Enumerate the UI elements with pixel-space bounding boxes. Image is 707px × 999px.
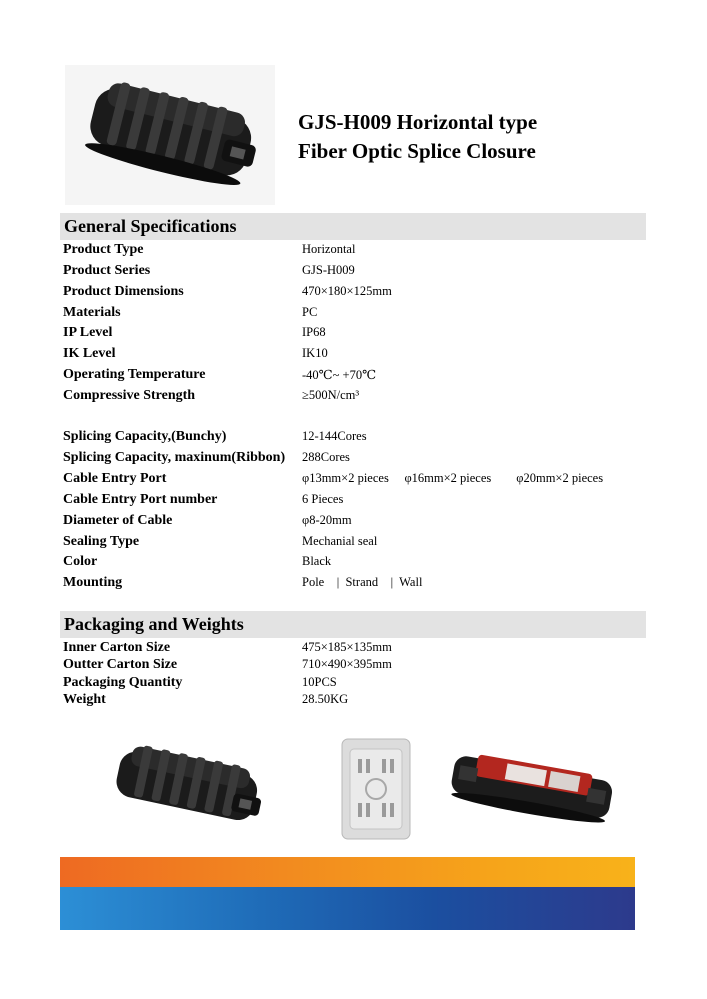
packaging-label: Inner Carton Size xyxy=(63,640,171,655)
spec-value: Pole | Strand | Wall xyxy=(302,575,423,589)
packaging-value: 10PCS xyxy=(302,675,337,689)
packaging-row xyxy=(63,692,643,712)
spec-label: Color xyxy=(63,554,98,569)
packaging-value: 28.50KG xyxy=(302,692,349,706)
spec-row xyxy=(63,305,643,325)
spec-value: IP68 xyxy=(302,325,326,339)
spec-row xyxy=(63,325,643,345)
spec-row xyxy=(63,284,643,304)
spec-label: Materials xyxy=(63,305,121,320)
spec-value: -40℃~ +70℃ xyxy=(302,368,377,382)
spec-label: IP Level xyxy=(63,325,113,340)
spec-value: Black xyxy=(302,554,332,568)
spec-row xyxy=(63,554,643,574)
spec-value: IK10 xyxy=(302,346,328,360)
splice-tray-photo xyxy=(338,735,414,843)
product-photo-closed xyxy=(105,735,270,835)
packaging-label: Weight xyxy=(63,692,106,707)
spec-value: ≥500N/cm³ xyxy=(302,388,360,402)
spec-label: Diameter of Cable xyxy=(63,513,173,528)
document-title xyxy=(298,108,537,166)
spec-label: Splicing Capacity, maxinum(Ribbon) xyxy=(63,450,286,465)
title-line-2: Fiber Optic Splice Closure xyxy=(298,139,536,163)
spec-row xyxy=(63,263,643,283)
spec-label: Operating Temperature xyxy=(63,367,206,382)
spec-value: φ8-20mm xyxy=(302,513,352,527)
spec-row xyxy=(63,513,643,533)
spec-value: Horizontal xyxy=(302,242,356,256)
spec-label: Product Dimensions xyxy=(63,284,184,299)
spec-label: Cable Entry Port xyxy=(63,471,167,486)
spec-row xyxy=(63,492,643,512)
spec-label: IK Level xyxy=(63,346,116,361)
spec-row xyxy=(63,346,643,366)
packaging-value: 710×490×395mm xyxy=(302,657,392,671)
spec-row xyxy=(63,575,643,595)
product-photo-open xyxy=(444,742,620,830)
spec-row xyxy=(63,429,643,449)
spec-label: Product Series xyxy=(63,263,151,278)
spec-row xyxy=(63,471,643,491)
packaging-row xyxy=(63,657,643,677)
spec-value: 288Cores xyxy=(302,450,350,464)
spec-label: Sealing Type xyxy=(63,534,140,549)
spec-row xyxy=(63,450,643,470)
spec-label: Splicing Capacity,(Bunchy) xyxy=(63,429,227,444)
spec-row xyxy=(63,242,643,262)
packaging-label: Outter Carton Size xyxy=(63,657,178,672)
spec-label: Product Type xyxy=(63,242,144,257)
general-specs-heading: General Specifications xyxy=(64,216,237,236)
spec-value: 12-144Cores xyxy=(302,429,367,443)
spec-label: Compressive Strength xyxy=(63,388,196,403)
spec-label: Mounting xyxy=(63,575,123,590)
spec-row xyxy=(63,534,643,554)
spec-value: PC xyxy=(302,305,318,319)
spec-label: Cable Entry Port number xyxy=(63,492,218,507)
packaging-value: 475×185×135mm xyxy=(302,640,392,654)
title-line-1: GJS-H009 Horizontal type xyxy=(298,110,538,134)
spec-value: GJS-H009 xyxy=(302,263,355,277)
footer-blue-banner xyxy=(60,887,635,930)
packaging-heading: Packaging and Weights xyxy=(64,614,244,634)
spec-value: Mechanial seal xyxy=(302,534,378,548)
spec-row xyxy=(63,388,643,408)
spec-row xyxy=(63,367,643,387)
spec-value: φ13mm×2 pieces φ16mm×2 pieces φ20mm×2 pieces xyxy=(302,471,604,485)
spec-value: 6 Pieces xyxy=(302,492,344,506)
product-photo-top xyxy=(65,65,275,205)
footer-orange-banner xyxy=(60,857,635,887)
spec-value: 470×180×125mm xyxy=(302,284,392,298)
packaging-label: Packaging Quantity xyxy=(63,675,183,690)
